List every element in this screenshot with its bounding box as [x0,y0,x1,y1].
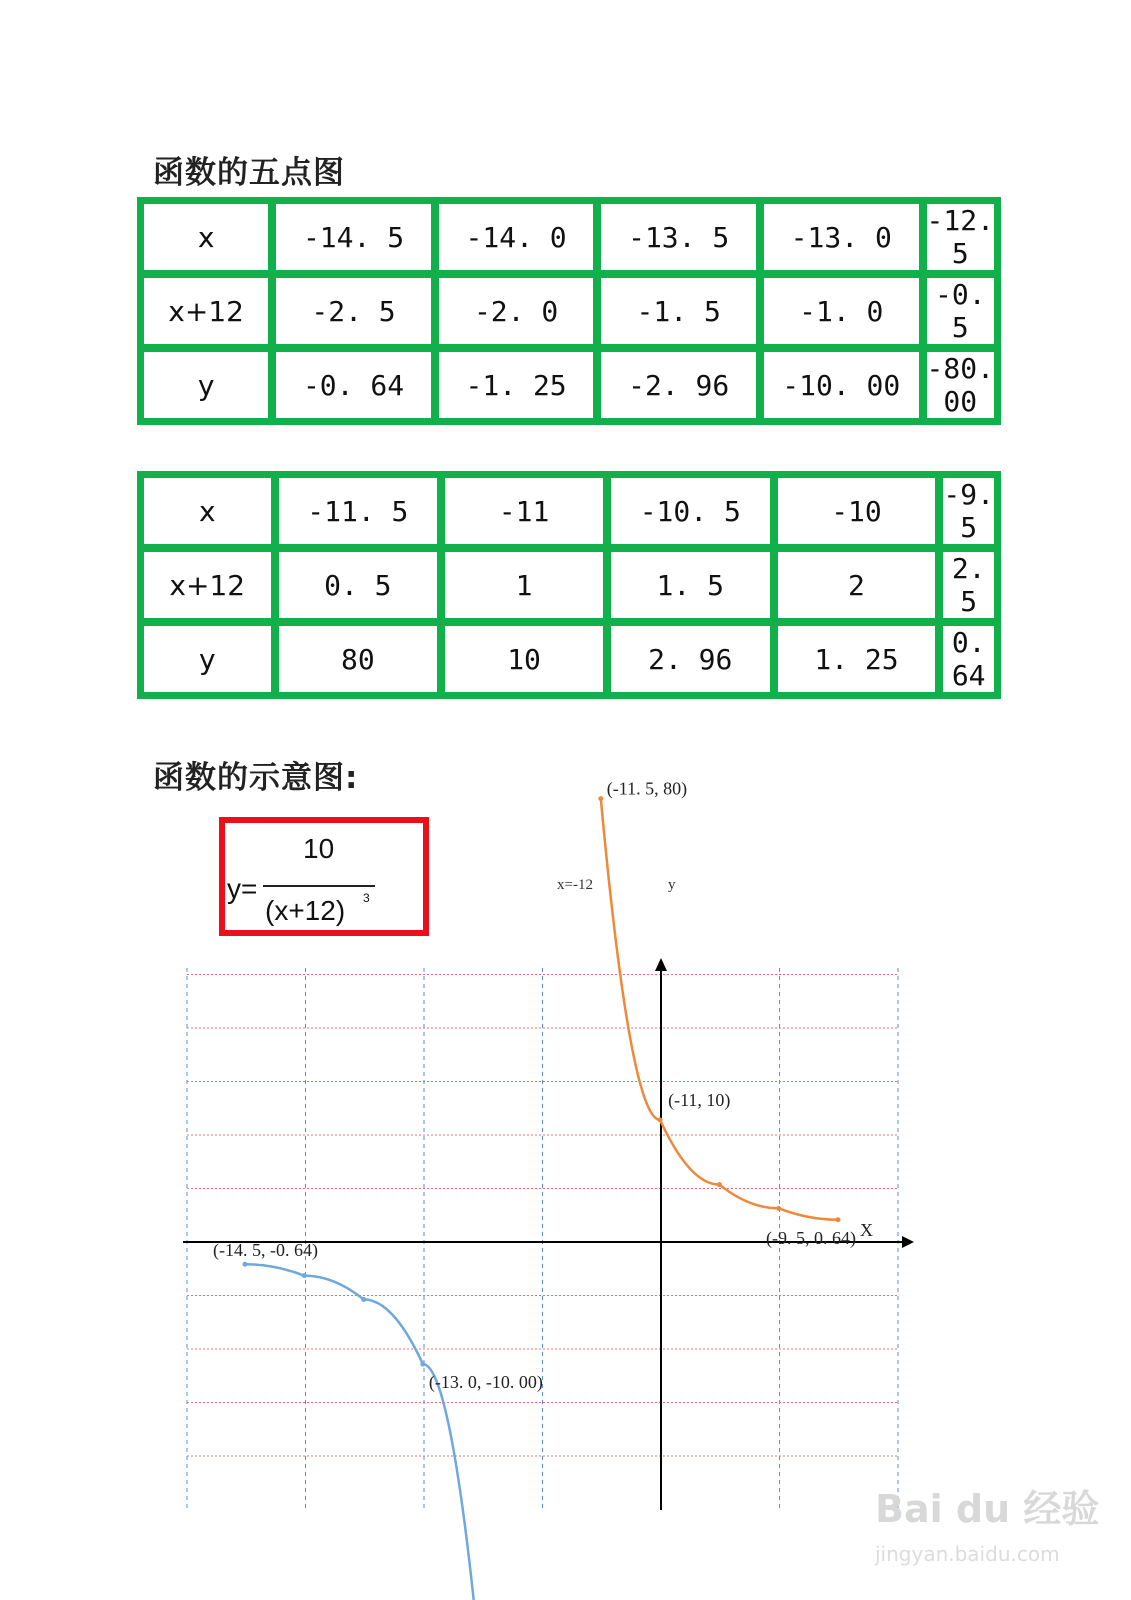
x-axis-arrow [902,1236,914,1248]
formula-denominator: (x+12) [265,895,346,926]
table-cell: 1. 25 [774,622,940,696]
section-title-five-point: 函数的五点图 [153,155,345,191]
table-cell: -0. 5 [923,274,998,348]
data-point [717,1182,722,1187]
table-cell: 2. 5 [939,548,998,622]
data-point [243,1262,248,1267]
table-cell: -11. 5 [275,474,442,548]
x-axis-letter: X [860,1220,873,1240]
table-cell: -11 [441,474,607,548]
table-cell: -10 [774,474,940,548]
row-label: y [140,622,275,696]
data-point [598,796,603,801]
table-cell: -14. 5 [272,200,435,274]
point-label: (-14. 5, -0. 64) [213,1240,318,1261]
data-point [776,1206,781,1211]
table-cell: -13. 0 [760,200,923,274]
watermark-url: jingyan.baidu.com [875,1542,1060,1566]
table-cell: -1. 0 [760,274,923,348]
table-cell: -9. 5 [939,474,998,548]
table-cell: 1. 5 [607,548,774,622]
row-label: y [140,348,272,422]
row-label: x+12 [140,274,272,348]
y-axis-arrow [655,958,667,971]
table-cell: 0. 64 [939,622,998,696]
table-cell: 1 [441,548,607,622]
data-point [361,1297,366,1302]
data-point [836,1217,841,1222]
table-cell: -1. 5 [597,274,760,348]
formula-exponent: 3 [363,891,370,905]
point-label: (-9. 5, 0. 64) [766,1227,856,1248]
row-label: x [140,200,272,274]
table-cell: -10. 00 [760,348,923,422]
series-line-1 [245,1264,482,1600]
table-cell: 10 [441,622,607,696]
table-cell: 80 [275,622,442,696]
table-cell: -2. 0 [435,274,598,348]
point-label: (-11. 5, 80) [606,778,688,799]
asymptote-note: x=-12 [557,877,593,893]
table-cell: 2. 96 [607,622,774,696]
formula-lhs: y= [227,873,258,904]
y-note: y [668,877,676,893]
watermark [875,1478,1105,1588]
data-point [302,1273,307,1278]
table-cell: -2. 5 [272,274,435,348]
point-label: (-13. 0, -10. 00) [428,1372,543,1393]
data-point [420,1362,425,1367]
table-cell: 0. 5 [275,548,442,622]
table-cell: -0. 64 [272,348,435,422]
table-cell: -14. 0 [435,200,598,274]
table-cell: -10. 5 [607,474,774,548]
data-point [658,1117,663,1122]
formula-numerator: 10 [303,833,335,864]
point-label: (-11, 10) [668,1089,731,1110]
table-cell: -12. 5 [923,200,998,274]
section-title-sketch: 函数的示意图: [153,760,359,796]
row-label: x+12 [140,548,275,622]
row-label: x [140,474,275,548]
table-cell: -1. 25 [435,348,598,422]
table-cell: -13. 5 [597,200,760,274]
watermark-brand: Bai du 经验 [875,1487,1100,1531]
table-cell: 2 [774,548,940,622]
table-cell: -2. 96 [597,348,760,422]
series-line-2 [601,799,838,1220]
table-cell: -80. 00 [923,348,998,422]
